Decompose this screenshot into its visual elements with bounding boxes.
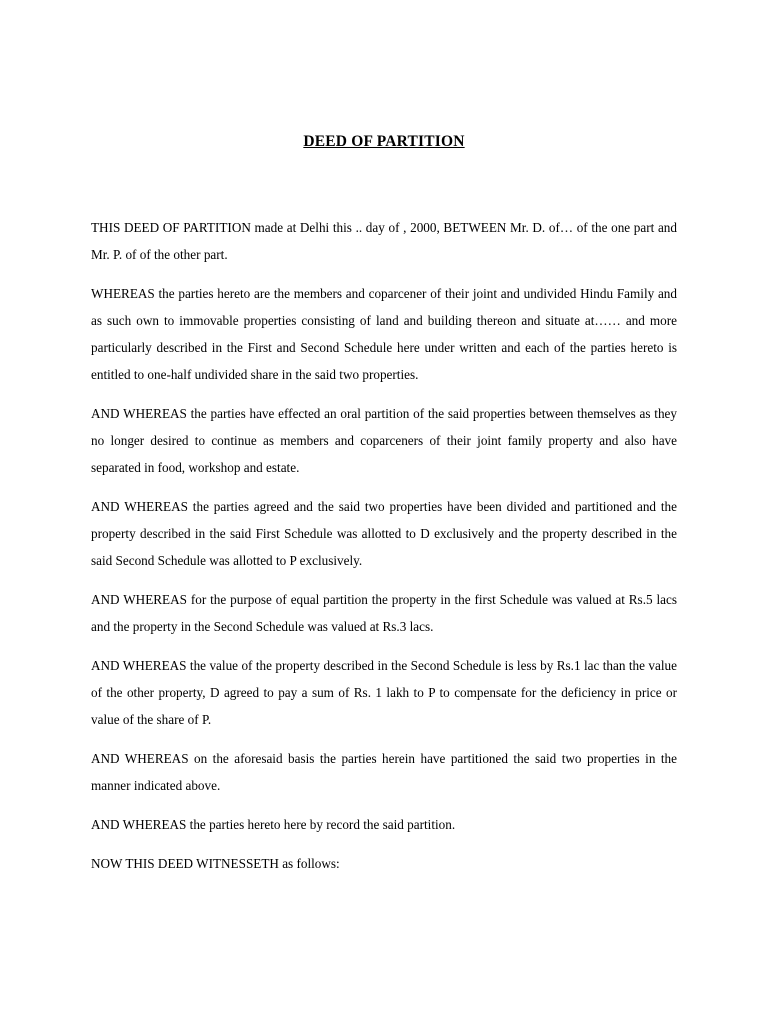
paragraph-oral-partition: AND WHEREAS the parties have effected an oral partition of the said properties between themselves as they no longer desired to continue as members and coparceners of their joint family property and also have separated in food, workshop and estate. (91, 406, 677, 475)
paragraph-record: AND WHEREAS the parties hereto here by record the said partition. (91, 817, 456, 832)
paragraph-partitioned: AND WHEREAS on the aforesaid basis the parties herein have partitioned the said two properties in the manner indicated above. (91, 751, 677, 793)
document-title: DEED OF PARTITION (303, 133, 465, 150)
paragraph-compensation: AND WHEREAS the value of the property described in the Second Schedule is less by Rs.1 lac than the value of the other property, D agreed to pay a sum of Rs. 1 lakh to P to compensate for the deficiency in price or value of the share of P. (91, 658, 677, 727)
paragraph-whereas-coparceners: WHEREAS the parties hereto are the members and coparcener of their joint and undivided Hindu Family and as such own to immovable properties consisting of land and building thereon and situate at…… and more particularly described in the First and Second Schedule here under written and each of the parties hereto is entitled to one-half undivided share in the said two properties. (91, 286, 677, 382)
paragraph-opening: THIS DEED OF PARTITION made at Delhi this .. day of , 2000, BETWEEN Mr. D. of… of the one part and Mr. P. of of the other part. (91, 220, 677, 262)
paragraph-valuation: AND WHEREAS for the purpose of equal partition the property in the first Schedule was valued at Rs.5 lacs and the property in the Second Schedule was valued at Rs.3 lacs. (91, 592, 677, 634)
document-body (91, 214, 677, 877)
paragraph-witnesseth: NOW THIS DEED WITNESSETH as follows: (91, 856, 340, 871)
paragraph-allotment: AND WHEREAS the parties agreed and the said two properties have been divided and partitioned and the property described in the said First Schedule was allotted to D exclusively and the property described in the said Second Schedule was allotted to P exclusively. (91, 499, 677, 568)
